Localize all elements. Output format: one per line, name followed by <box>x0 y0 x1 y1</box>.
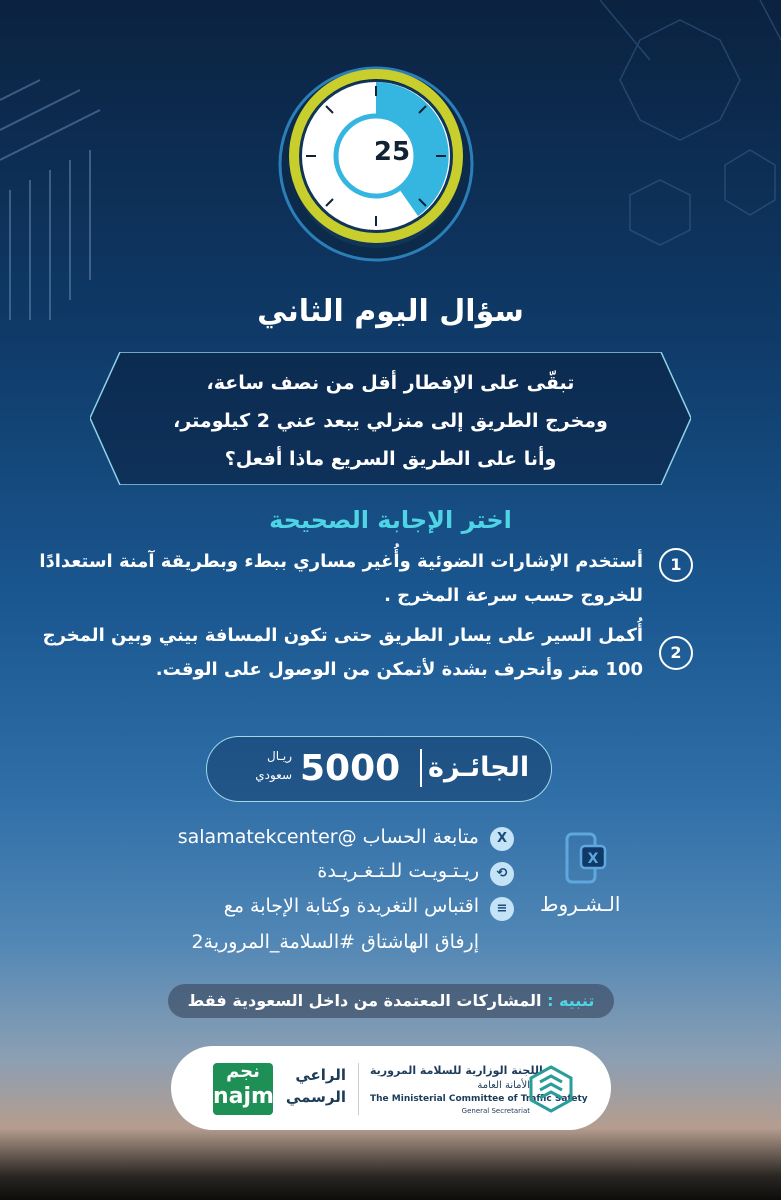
option-number[interactable]: 1 <box>659 548 693 582</box>
prize-value: 5000 <box>300 748 401 789</box>
condition-item: متابعة الحساب @salamatekcenter <box>177 826 479 848</box>
question-line: تبقّى على الإفطار أقل من نصف ساعة، <box>206 372 575 394</box>
prize-unit: سعودي <box>255 768 292 782</box>
committee-name-ar: اللجنة الوزارية للسلامة المرورية <box>370 1064 543 1077</box>
secretariat-en: General Secretariat <box>461 1107 530 1115</box>
decorative-pattern <box>560 0 781 300</box>
choose-answer-label: اختر الإجابة الصحيحة <box>269 506 512 534</box>
notice-banner <box>168 984 614 1018</box>
option-text[interactable]: أستخدم الإشارات الضوئية وأُغير مساري ببطء وبطريقة آمنة استعدادًا <box>39 551 643 572</box>
secretariat-ar: الأمانة العامة <box>477 1080 530 1091</box>
list-icon: ≡ <box>490 897 514 921</box>
option-text[interactable]: أُكمل السير على يسار الطريق حتى تكون المسافة بيني وبين المخرج <box>42 625 643 646</box>
question-line: وأنا على الطريق السريع ماذا أفعل؟ <box>224 448 557 470</box>
condition-item: اقتباس التغريدة وكتابة الإجابة مع <box>223 895 479 917</box>
prize-divider <box>420 749 422 787</box>
conditions-label: الـشـروط <box>540 892 621 916</box>
decorative-lines <box>0 70 110 330</box>
phone-x-icon <box>565 832 607 886</box>
committee-name-en: The Ministerial Committee of Traffic Safety <box>370 1094 588 1104</box>
timer-value: 25 <box>373 137 411 167</box>
sponsor-label: الراعي <box>295 1066 346 1084</box>
page-title: سؤال اليوم الثاني <box>257 294 524 329</box>
najm-logo-en: najm <box>213 1084 274 1109</box>
condition-item: إرفاق الهاشتاق #السلامة_المرورية2 <box>191 931 479 953</box>
committee-logo <box>528 1064 574 1114</box>
prize-label: الجائـزة <box>428 752 530 783</box>
x-icon: X <box>490 827 514 851</box>
option-number[interactable]: 2 <box>659 636 693 670</box>
option-text[interactable]: للخروج حسب سرعة المخرج . <box>384 585 643 606</box>
condition-item: ريـتـويـت للـتـغـريـدة <box>317 860 479 882</box>
prize-unit: ريـال <box>266 749 292 763</box>
question-line: ومخرج الطريق إلى منزلي يبعد عني 2 كيلومتر، <box>173 410 608 432</box>
retweet-icon: ⟲ <box>490 862 514 886</box>
sponsor-divider <box>358 1063 359 1115</box>
sponsor-label: الرسمي <box>285 1088 346 1106</box>
notice-text: المشاركات المعتمدة من داخل السعودية فقط <box>187 991 542 1010</box>
svg-text:X: X <box>587 851 599 867</box>
najm-logo-ar: نجم <box>226 1061 260 1082</box>
option-text[interactable]: 100 متر وأنحرف بشدة لأتمكن من الوصول على الوقت. <box>155 659 643 680</box>
notice-label: تنبيه : <box>547 991 595 1010</box>
